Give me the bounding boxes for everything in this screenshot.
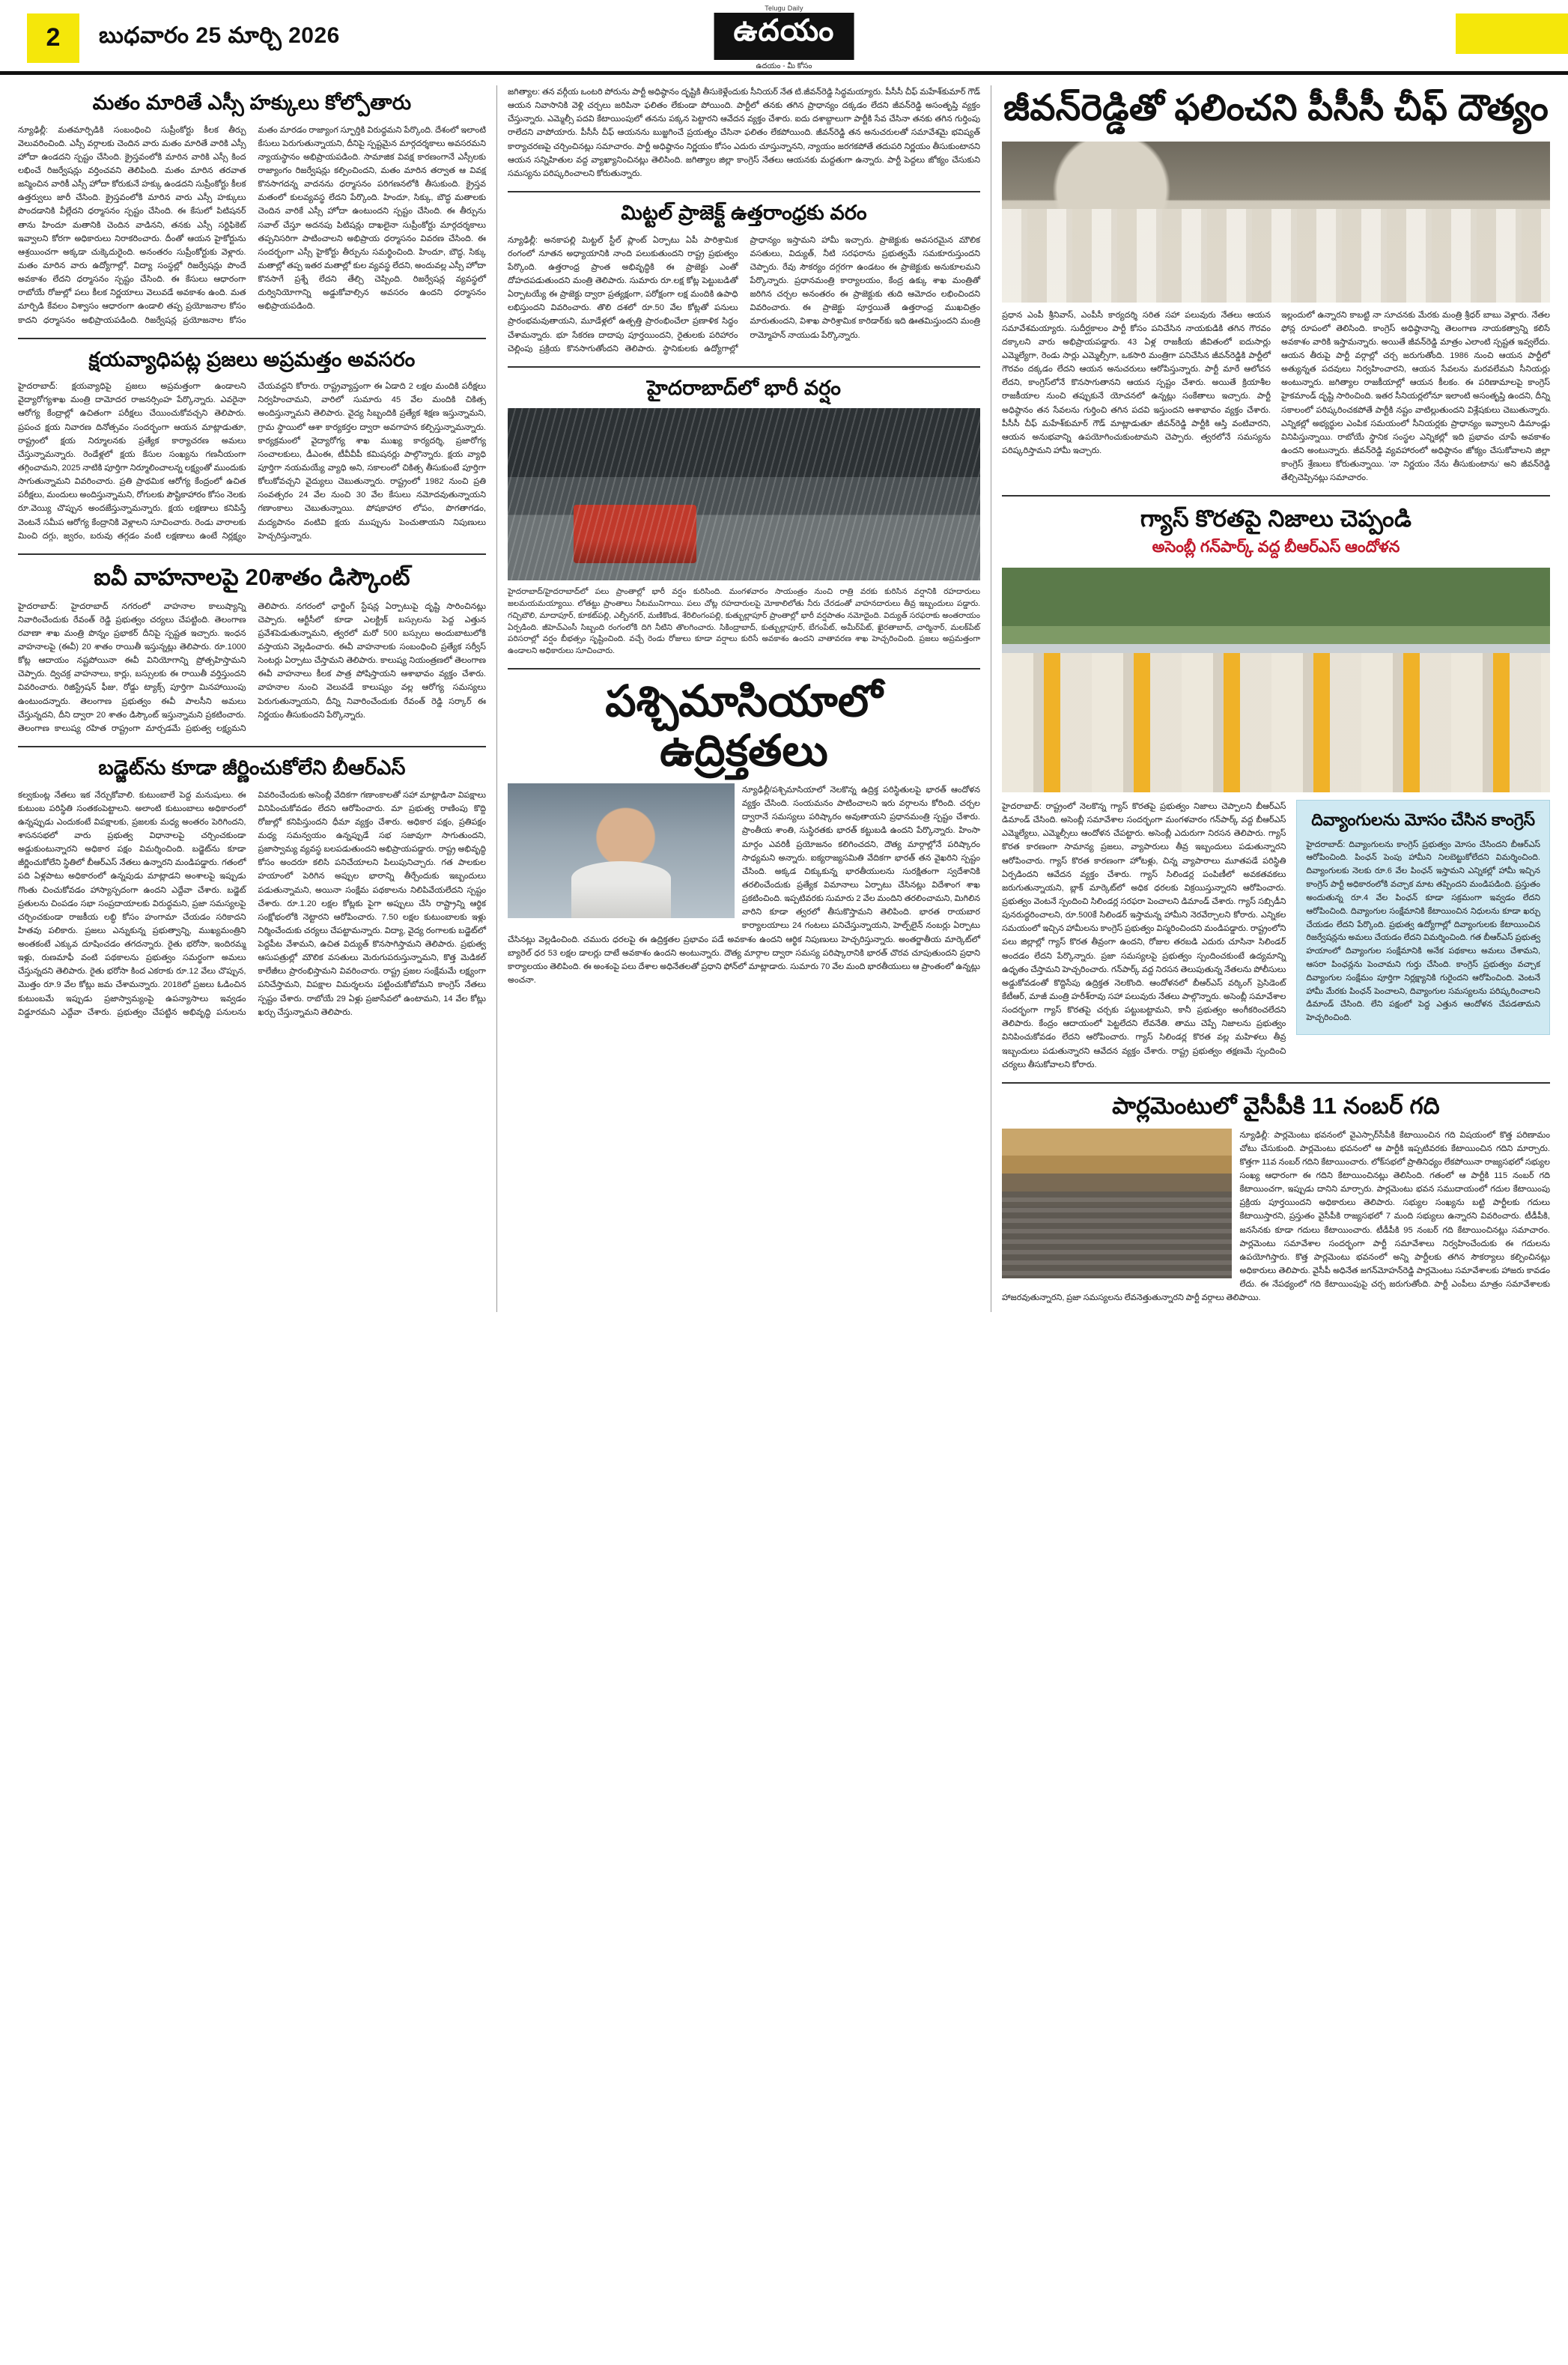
article-body: న్యూఢిల్లీ/పశ్చిమాసియాలో నెలకొన్న ఉద్రిక్త పరిస్థితులపై భారత్ ఆందోళన వ్యక్తం చేసింది. సంయమనం పాటించాలని ఇరు వర్గాలను కోరింది. చర్చల ద్వారానే సమస్యలు పరిష్కారం అవుతాయని ప్రధానమంత్రి స్పష్టం చేశారు. ప్రాంతీయ శాంతి, సుస్థిరతకు భారత్ కట్టుబడి ఉందని పేర్కొన్నారు. హింసా మార్గం ఎవరికీ ప్రయోజనం కలిగించదని, దౌత్య మార్గాల్లోనే పరిష్కారం సాధ్యమని అన్నారు. ఐక్యరాజ్యసమితి వేదికగా భారత్ తన వైఖరిని స్పష్టం చేసింది. అక్కడ చిక్కుకున్న భారతీయులను సురక్షితంగా స్వదేశానికి తరలించేందుకు ప్రత్యేక విమానాలు ఏర్పాటు చేసినట్లు విదేశాంగ శాఖ ప్రకటించింది. ఇప్పటివరకు సుమారు 2 వేల మందిని తరలించామని, మిగిలిన వారిని కూడా త్వరలో తీసుకొస్తామని తెలిపింది. భారత రాయబార కార్యాలయాలు 24 గంటలు పనిచేస్తున్నాయని, హెల్ప్‌లైన్ నంబర్లు ఏర్పాటు చేసినట్లు వెల్లడించింది. చమురు ధరలపై ఈ ఉద్రిక్తతల ప్రభావం పడే అవకాశం ఉందని ఆర్థిక నిపుణులు హెచ్చరిస్తున్నారు. అంతర్జాతీయ మార్కెట్‌లో బ్యారెల్ ధర 53 లక్షల డాలర్లు దాటే అవకాశం ఉందని అంటున్నారు. దౌత్య మార్గాల ద్వారా సమస్య పరిష్కారానికి భారత్ చొరవ చూపుతుందని ప్రధాని కార్యాలయం తెలిపింది. ఈ అంశంపై పలు దేశాల అధినేతలతో ప్రధాని ఫోన్‌లో మాట్లాడారు. సుమారు 70 వేల మంది భారతీయులు ఆ ప్రాంతంలో ఉన్నట్లు అంచనా.	[508, 786, 980, 986]
article-body: హైదరాబాద్: క్షయవ్యాధిపై ప్రజలు అప్రమత్తంగా ఉండాలని వైద్యారోగ్యశాఖ మంత్రి దామోదర రాజనర్సింహ పేర్కొన్నారు. ఎవరైనా ఆరోగ్య కేంద్రాల్లో ఉచితంగా పరీక్షలు చేయించుకోవచ్చని తెలిపారు. ప్రపంచ క్షయ నివారణ దినోత్సవం సందర్భంగా ఆయన మాట్లాడుతూ, రాష్ట్రంలో క్షయ నిర్మూలనకు ప్రత్యేక కార్యాచరణ అమలు చేస్తున్నామన్నారు. రెండేళ్లలో క్షయ కేసుల సంఖ్యను గణనీయంగా తగ్గించామని, 2025 నాటికి పూర్తిగా నిర్మూలించాలన్న లక్ష్యంతో ముందుకు సాగుతున్నామని వివరించారు. ప్రతి ప్రాథమిక ఆరోగ్య కేంద్రంలో ఉచిత పరీక్షలు, మందులు అందిస్తున్నామని, రోగులకు పౌష్టికాహారం కోసం నెలకు రూ.వెయ్యి చొప్పున అందజేస్తున్నామన్నారు. క్షయ లక్షణాలు కనిపిస్తే వెంటనే సమీప ఆరోగ్య కేంద్రానికి వెళ్లాలని సూచించారు. రెండు వారాలకు మించి దగ్గు, జ్వరం, బరువు తగ్గడం వంటి లక్షణాలు ఉంటే నిర్లక్ష్యం చేయవద్దని కోరారు. రాష్ట్రవ్యాప్తంగా ఈ ఏడాది 2 లక్షల మందికి పరీక్షలు నిర్వహించామని, వారిలో సుమారు 45 వేల మందికి చికిత్స అందిస్తున్నామని తెలిపారు. వైద్య సిబ్బందికి ప్రత్యేక శిక్షణ ఇస్తున్నామని, గ్రామ స్థాయిలో ఆశా కార్యకర్తల ద్వారా అవగాహన కల్పిస్తున్నామన్నారు. కార్యక్రమంలో వైద్యారోగ్య శాఖ ముఖ్య కార్యదర్శి, ప్రజారోగ్య సంచాలకులు, డీఎంఈ, టీవీవీపీ కమిషనర్లు పాల్గొన్నారు. క్షయ వ్యాధి పూర్తిగా నయమయ్యే వ్యాధి అని, సకాలంలో చికిత్స తీసుకుంటే పూర్తిగా కోలుకోవచ్చని వైద్యులు చెబుతున్నారు. రాష్ట్రంలో 1982 నుంచి ప్రతి సంవత్సరం 24 వేల నుంచి 30 వేల కేసులు నమోదవుతున్నాయని గణాంకాలు చెబుతున్నాయి. పోషకాహార లోపం, పొగతాగడం, మద్యపానం వంటివి క్షయ ముప్పును పెంచుతాయని నిపుణులు హెచ్చరిస్తున్నారు.	[18, 382, 486, 541]
article-headline: మిట్టల్ ప్రాజెక్ట్ ఉత్తరాంధ్రకు వరం	[621, 201, 867, 224]
section-divider	[1002, 1082, 1550, 1084]
section-divider	[18, 338, 486, 339]
lead-headline: జీవన్‌రెడ్డితో ఫలించని పీసీసీ చీఫ్ దౌత్యం	[1003, 88, 1549, 128]
article-body: హైదరాబాద్: రాష్ట్రంలో నెలకొన్న గ్యాస్ కొరతపై ప్రభుత్వం నిజాలు చెప్పాలని బీఆర్ఎస్ డిమాండ్ చేసింది. అసెంబ్లీ సమావేశాల సందర్భంగా మంగళవారం గన్‌పార్క్ వద్ద బీఆర్ఎస్ ఎమ్మెల్యేలు, ఎమ్మెల్సీలు ఆందోళన చేపట్టారు. అసెంబ్లీ ఎదురుగా నిరసన తెలిపారు. గ్యాస్ కొరత కారణంగా సామాన్య ప్రజలు, వ్యాపారులు తీవ్ర ఇబ్బందులు పడుతున్నారని ఆరోపించారు. గ్యాస్ కొరత కారణంగా హోటళ్లు, చిన్న వ్యాపారాలు మూతపడే పరిస్థితి ఏర్పడిందని ఆవేదన వ్యక్తం చేశారు. గ్యాస్ సిలిండర్ల పంపిణీలో అవకతవకలు జరుగుతున్నాయని, బ్లాక్ మార్కెట్‌లో అధిక ధరలకు విక్రయిస్తున్నారని ఆరోపించారు. ప్రభుత్వం వెంటనే స్పందించి సిలిండర్ల సరఫరా పెంచాలని డిమాండ్ చేశారు. గ్యాస్ సబ్సిడీని పునరుద్ధరించాలని, రూ.500కే సిలిండర్ ఇస్తామన్న హామీని నెరవేర్చాలని కోరారు. ఎన్నికల సమయంలో ఇచ్చిన హామీలను కాంగ్రెస్ ప్రభుత్వం విస్మరించిందని మండిపడ్డారు. రాష్ట్రంలోని పలు జిల్లాల్లో గ్యాస్ కొరత తీవ్రంగా ఉందని, రోజుల తరబడి ఎదురు చూసినా సిలిండర్ అందడం లేదని పేర్కొన్నారు. ప్రజా సమస్యలపై ప్రభుత్వం స్పందించకుంటే ఉద్యమాన్ని ఉధృతం చేస్తామని హెచ్చరించారు. గన్‌పార్క్ వద్ద నిరసన తెలుపుతున్న నేతలను పోలీసులు అడ్డుకోవడంతో కొద్దిసేపు ఉద్రిక్తత నెలకొంది. ఆందోళనలో బీఆర్ఎస్ వర్కింగ్ ప్రెసిడెంట్ కేటీఆర్, మాజీ మంత్రి హరీశ్‌రావు సహా పలువురు నేతలు పాల్గొన్నారు. అసెంబ్లీ సమావేశాల సందర్భంగా గ్యాస్ కొరతపై చర్చకు పట్టుబట్టామని, కానీ ప్రభుత్వం అంగీకరించలేదని తెలిపారు. కేంద్రం ఆదాయంలో పెట్టలేదని లేవనేతి. తాము చెప్పే నిజాలను ప్రభుత్వం వినిపించుకోవడం లేదని ఆరోపించారు. గ్యాస్ సిలిండర్ల కొరత వల్ల మహిళలు తీవ్ర ఇబ్బందులు పడుతున్నారని ఆవేదన వ్యక్తం చేశారు. రాష్ట్ర ప్రభుత్వం తక్షణమే స్పందించి చర్యలు తీసుకోవాలని కోరారు.	[1002, 802, 1286, 1069]
page-number: 2	[46, 23, 61, 52]
divyangulu-box-wrapper	[1296, 800, 1550, 1035]
article-headline: క్షయవ్యాధిపట్ల ప్రజలు అప్రమత్తం అవసరం	[88, 347, 416, 371]
article-body: న్యూఢిల్లీ: మతమార్పిడికి సంబంధించి సుప్రీంకోర్టు కీలక తీర్పు వెలువరించింది. ఎస్సీ వర్గాలకు చెందిన వారు మతం మారితే వారికి ఎస్సీ హోదా ఉండదని స్పష్టం చేసింది. క్రైస్తవంలోకి మారిన వారికి ఎస్సీ కింద లభించే రిజర్వేషన్లు వర్తించవని తెలిపింది. మతం మారిన తరవాత జన్మించిన వారికీ ఎస్సీ హోదా కోరుకునే హక్కు ఉండదని సుప్రీంకోర్టు కీలక ఉత్తర్వులు జారీ చేసింది. క్రైస్తవంలోకి మారిన వారు ఎస్సీ హక్కులు పొందడానికి వీల్లేదని ధర్మాసనం స్పష్టం చేసింది. ఈ కేసులో పిటిషనర్ తాను హిందూ మతానికి చెందిన వాడినని, తనకు ఎస్సీ సర్టిఫికెట్ ఇవ్వాలని కోరగా అధికారులు నిరాకరించారు. దీంతో ఆయన హైకోర్టును ఆశ్రయించగా అక్కడా చుక్కెదురైంది. అనంతరం సుప్రీంకోర్టుకు వెళ్లారు. మతం మారిన వారు ఉద్యోగాల్లో, విద్యా సంస్థల్లో రిజర్వేషన్లు పొందే అవకాశం లేదని ధర్మాసనం స్పష్టం చేసింది. ఈ కేసులు ఆధారంగా రాబోయే రోజుల్లో పలు కీలక నిర్ణయాలు వెలువడే అవకాశం ఉంది. మత మార్పిడి కేవలం విశ్వాసం ఆధారంగా ఉండాలి తప్ప ప్రయోజనాల కోసం కాదని ధర్మాసనం అభిప్రాయపడింది. రిజర్వేషన్ల ప్రయోజనాల కోసం మతం మారడం రాజ్యాంగ స్ఫూర్తికి విరుద్ధమని పేర్కొంది. దేశంలో ఇలాంటి కేసులు పెరుగుతున్నాయని, దీనిపై స్పష్టమైన మార్గదర్శకాలు అవసరమని న్యాయస్థానం అభిప్రాయపడింది. సామాజిక వివక్ష కారణంగానే ఎస్సీలకు రాజ్యాంగం రిజర్వేషన్లు కల్పించిందని, మతం మారిన తర్వాత ఆ వివక్ష కొనసాగదన్న వాదనను ధర్మాసనం పరిగణనలోకి తీసుకుంది. క్రైస్తవ మతంలో కులవ్యవస్థ లేదని పేర్కొంది. హిందూ, సిక్కు, బౌద్ధ మతాలకు చెందిన వారికే ఎస్సీ హోదా ఉంటుందని స్పష్టం చేసింది. ఈ తీర్పును సవాల్ చేస్తూ అదనపు పిటిషన్లు దాఖలైనా సుప్రీంకోర్టు మార్గదర్శకాలు తప్పనిసరిగా పాటించాలని అభిప్రాయ ధర్మాసనం వివరణ చేసింది. ఈ సందర్భంగా ఎస్సీ హైకోర్టు తీర్పును సమర్థించింది. హిందూ, బౌద్ధ, సిక్కు మతాల్లో తప్ప ఇతర మతాల్లో కుల వ్యవస్థ లేదని, అందువల్ల ఎస్సీ హోదా కొనసాగే ప్రశ్నే లేదని తేల్చి చెప్పింది. రిజర్వేషన్ల వ్యవస్థలో దుర్వినియోగాన్ని అడ్డుకోవాల్సిన అవసరం ఉందని ధర్మాసనం అభిప్రాయపడింది.	[18, 125, 486, 325]
logo-wordmark: ఉదయం	[714, 13, 854, 60]
article-divyangulu	[1296, 800, 1550, 1035]
lead-article-jeevanreddy	[508, 85, 980, 180]
article-body: న్యూఢిల్లీ: పార్లమెంటు భవనంలో వైఎస్సార్‌సీపీకి కేటాయించిన గది విషయంలో కొత్త పరిణామం చోటు చేసుకుంది. పార్లమెంటు భవనంలో ఆ పార్టీకి ఇప్పటివరకు కేటాయించిన గదిని మార్చారు. కొత్తగా 11వ నంబర్ గదిని కేటాయించారు. లోక్‌సభలో ప్రాతినిధ్యం లేకపోయినా రాజ్యసభలో సభ్యుల సంఖ్య ఆధారంగా ఈ గదిని కేటాయించినట్లు తెలిసింది. గతంలో ఆ పార్టీకి 115 నంబర్ గది కేటాయించగా, ఇప్పుడు దానిని మార్చారు. పార్లమెంటు భవన సముదాయంలో గదుల కేటాయింపు ప్రక్రియ పూర్తయిందని అధికారులు తెలిపారు. సభ్యుల సంఖ్యను బట్టి పార్టీలకు గదులు కేటాయిస్తారని, ప్రస్తుతం వైసీపీకి రాజ్యసభలో 7 మంది సభ్యులు ఉన్నారని వివరించారు. టీడీపీకి, జనసేనకు కూడా గదులు కేటాయించారు. టీడీపీకి 95 నంబర్ గది కేటాయించినట్లు సమాచారం. పార్లమెంటు సమావేశాల సందర్భంగా పార్టీ సమావేశాలు నిర్వహించేందుకు ఈ గదులను ఉపయోగిస్తారు. కొత్త పార్లమెంటు భవనంలో అన్ని పార్టీలకు తగిన సౌకర్యాలు కల్పించినట్లు అధికారులు తెలిపారు. వైసీపీ అధినేత జగన్‌మోహన్‌రెడ్డి పార్లమెంటు సమావేశాలకు హాజరు కావడం లేదు. ఈ నేపథ్యంలో గది కేటాయింపుపై చర్చ జరుగుతోంది. పార్టీ ఎంపీలు మాత్రం సమావేశాలకు హాజరవుతున్నారని, ప్రజా సమస్యలను లేవనెత్తుతున్నారని పార్టీ వర్గాలు తెలిపాయి.	[1002, 1130, 1550, 1303]
masthead	[0, 0, 1568, 75]
page-content	[0, 75, 1568, 1320]
logo-tagline-top: Telugu Daily	[765, 4, 803, 12]
article-headline: ఐవీ వాహనాలపై 20శాతం డిస్కౌంట్	[94, 563, 410, 590]
article-body: హైదరాబాద్: హైదరాబాద్ నగరంలో వాహనాల కాలుష్యాన్ని నివారించేందుకు రేవంత్ రెడ్డి ప్రభుత్వం చర్యలు చేపట్టింది. తెలంగాణ రవాణా శాఖ మంత్రి పొన్నం ప్రభాకర్ దీనిపై స్పష్టత ఇచ్చారు. ఇంధన వాహనాలపై (ఈవీ) 20 శాతం రాయితీ ఇస్తున్నట్లు తెలిపారు. రూ.1000 కోట్ల ఆదాయం నష్టపోయినా ఈవీ వినియోగాన్ని ప్రోత్సహిస్తామని చెప్పారు. ద్విచక్ర వాహనాలు, కార్లు, బస్సులకు ఈ రాయితీ వర్తిస్తుందని వివరించారు. రిజిస్ట్రేషన్ ఫీజు, రోడ్డు ట్యాక్స్ పూర్తిగా మినహాయింపు ఉంటుందన్నారు. తెలంగాణ ప్రభుత్వం ఈవీ పాలసీని అమలు చేస్తున్నదని, దీని ద్వారా 20 శాతం డిస్కౌంట్ ఇస్తున్నామని ప్రకటించారు. తెలంగాణ కాలుష్య రహిత రాష్ట్రంగా మార్చడమే ప్రభుత్వ లక్ష్యమని తెలిపారు. నగరంలో ఛార్జింగ్ స్టేషన్ల ఏర్పాటుపై దృష్టి సారించినట్లు చెప్పారు. ఆర్టీసీలో కూడా ఎలక్ట్రిక్ బస్సులను పెద్ద ఎత్తున ప్రవేశపెడుతున్నామని, త్వరలో మరో 500 బస్సులు అందుబాటులోకి వస్తాయని వెల్లడించారు. ఈవీ వాహనాలకు సంబంధించి ప్రత్యేక సర్వీస్ సెంటర్లు ఏర్పాటు చేస్తామని తెలిపారు. కాలుష్య నియంత్రణలో తెలంగాణ ఈవీ వాహనాలు కీలక పాత్ర పోషిస్తాయని ఆశాభావం వ్యక్తం చేశారు. వాహనాల నుంచి వెలువడే కాలుష్యం వల్ల ఆరోగ్య సమస్యలు పెరుగుతున్నాయని, దీన్ని నివారించేందుకు రేవంత్ రెడ్డి సర్కార్ ఈ నిర్ణయం తీసుకుందని పేర్కొన్నారు.	[18, 601, 486, 733]
article-headline: దివ్యాంగులను మోసం చేసిన కాంగ్రెస్	[1311, 810, 1536, 830]
article-headline: మతం మారితే ఎస్సీ హక్కులు కోల్పోతారు	[92, 91, 412, 114]
article-headline-line2: ఉద్రిక్తతలు	[660, 726, 828, 775]
masthead-logo	[714, 4, 854, 72]
section-divider	[508, 191, 980, 192]
meeting-photo	[1002, 142, 1550, 303]
gas-body-wrapper	[1002, 800, 1286, 1072]
article-gas-shortage	[1002, 504, 1550, 792]
article-body: న్యూఢిల్లీ: అనకాపల్లి మిట్టల్ స్టీల్ ప్లాంట్ ఏర్పాటు ఏపీ పారిశ్రామిక రంగంలో నూతన అధ్యాయానికి నాంది పలుకుతుందని రాష్ట్ర ప్రభుత్వం పేర్కొంది. ఉత్తరాంధ్ర ప్రాంత అభివృద్ధికి ఈ ప్రాజెక్టు ఎంతో దోహదపడుతుందని మంత్రి తెలిపారు. సుమారు రూ.లక్ష కోట్ల పెట్టుబడితో ఏర్పాటయ్యే ఈ ప్రాజెక్టు ద్వారా ప్రత్యక్షంగా, పరోక్షంగా లక్ష మందికి ఉపాధి లభిస్తుందని వివరించారు. తొలి దశలో రూ.50 వేల కోట్లతో పనులు ప్రారంభమవుతాయని, మూడేళ్లలో ఉత్పత్తి ప్రారంభించేలా ప్రణాళిక సిద్ధం చేశామన్నారు. భూ సేకరణ దాదాపు పూర్తయిందని, రైతులకు పరిహారం చెల్లింపు ప్రక్రియ కొనసాగుతోందని తెలిపారు. స్థానికులకు ఉద్యోగాల్లో ప్రాధాన్యం ఇస్తామని హామీ ఇచ్చారు. ప్రాజెక్టుకు అవసరమైన మౌలిక వసతులు, విద్యుత్, నీటి సరఫరాను ప్రభుత్వమే సమకూరుస్తుందని చెప్పారు. రేవు సౌకర్యం దగ్గరగా ఉండటం ఈ ప్రాజెక్టుకు అనుకూలమని పేర్కొన్నారు. ప్రధానమంత్రి కార్యాలయం, కేంద్ర ఉక్కు శాఖ మంత్రితో జరిగిన చర్చల అనంతరం ఈ ప్రాజెక్టుకు తుది ఆమోదం లభించిందని వివరించారు. ఈ ప్రాజెక్టు పూర్తయితే ఉత్తరాంధ్ర ముఖచిత్రం మారుతుందని, విశాఖ పారిశ్రామిక కారిడార్‌కు ఇది ఊతమిస్తుందని మంత్రి రామ్మోహన్ నాయుడు పేర్కొన్నారు.	[508, 235, 980, 353]
article-body: కల్వకుంట్ల నేతలు ఇక నేర్చుకోవాలి. కుటుంబాలే పెద్ద మనుషులు. ఈ కుటుంబ పరిస్థితి సంతకంపెట్టాలని. అలాంటి కుటుంబాలు అధికారంలో ఉన్నప్పుడు ఎందుకంటే విపక్షాలకు, ప్రజలకు మధ్య అంతరం పెరిగిందని, శాసనసభలో వారు ప్రభుత్వ విధానాలపై చర్చించకుండా అడ్డుకుంటున్నారని అధికార పక్షం విమర్శించింది. బడ్జెట్‌ను కూడా జీర్ణించుకోలేని స్థితిలో బీఆర్ఎస్ నేతలు ఉన్నారని మండిపడ్డారు. గతంలో పది ఏళ్లపాటు అధికారంలో ఉన్నపుడు మాట్లాడని అంశాలపై ఇప్పుడు గొంతు చించుకోవడం హాస్యాస్పదంగా ఉందని ఎద్దేవా చేశారు. బడ్జెట్ ప్రతులను చింపడం సభా సంప్రదాయాలకు విరుద్ధమని, ప్రజా సమస్యలపై చర్చించకుండా రాజకీయ లబ్ధి కోసం హంగామా చేయడం సరికాదని హితవు పలికారు. ప్రజలు ఎన్నుకున్న ప్రభుత్వాన్ని, ముఖ్యమంత్రిని అంతకంటే ఎక్కువ దూషించడం తగదన్నారు. రైతు భరోసా, ఇందిరమ్మ ఇళ్లు, రుణమాఫీ వంటి పథకాలను ప్రభుత్వం సమర్థంగా అమలు చేస్తున్నదని తెలిపారు. రైతు భరోసా కింద ఎకరాకు రూ.12 వేలు చొప్పున, మొత్తం రూ.9 వేల కోట్లు జమ చేశామన్నారు. 2018లో ప్రజలు ఓడించిన కుటుంబమే ఇప్పుడు ప్రజాస్వామ్యంపై ఉపన్యాసాలు ఇవ్వడం విడ్డూరమని ఎద్దేవా చేశారు. ప్రభుత్వం చేపట్టిన అభివృద్ధి పనులను వివరించేందుకు అసెంబ్లీ వేదికగా గణాంకాలతో సహా మాట్లాడినా విపక్షాలు వినిపించుకోవడం లేదని ఆరోపించారు. మా ప్రభుత్వ రాణింపు కొద్ది రోజుల్లో కనిపిస్తుందని ధీమా వ్యక్తం చేశారు. అధికార పక్షం, ప్రతిపక్షం మధ్య సమన్వయం ఉన్నప్పుడే సభ సజావుగా సాగుతుందని, ప్రజాస్వామ్య వ్యవస్థ బలపడుతుందని అభిప్రాయపడ్డారు. రాష్ట్ర అభివృద్ధి కోసం అందరూ కలిసి పనిచేయాలని పిలుపునిచ్చారు. గత పాలకుల హయాంలో పెరిగిన అప్పుల భారాన్ని తీర్చేందుకు ఇబ్బందులు పడుతున్నామని, అయినా సంక్షేమ పథకాలను నిలిపివేయలేదని స్పష్టం చేశారు. రూ.1.20 లక్షల కోట్లకు పైగా అప్పులు చేసి రాష్ట్రాన్ని ఆర్థిక సంక్షోభంలోకి నెట్టారని ఆరోపించారు. 7.50 లక్షల కుటుంబాలకు ఇళ్లు నిర్మించేందుకు చర్యలు చేపట్టామన్నారు. విద్యా, వైద్య రంగాలకు బడ్జెట్‌లో పెద్దపీట వేశామని, ఉచిత విద్యుత్ కొనసాగిస్తామని తెలిపారు. ప్రభుత్వ ఆసుపత్రుల్లో మౌలిక వసతులు మెరుగుపరుస్తున్నామని, కొత్త మెడికల్ కాలేజీలు ప్రారంభిస్తామని వివరించారు. రాష్ట్ర ప్రజల సంక్షేమమే లక్ష్యంగా పనిచేస్తామని, విపక్షాల విమర్శలను పట్టించుకోబోమని కాంగ్రెస్ నేతలు స్పష్టం చేశారు. రాబోయే 29 ఏళ్లు ప్రజాసేవలో ఉంటామని, 14 వేల కోట్లు ఖర్చు చేస్తున్నామని తెలిపారు.	[18, 790, 486, 1017]
article-headline: బడ్జెట్‌ను కూడా జీర్ణించుకోలేని బీఆర్ఎస్	[98, 756, 406, 779]
lead-body-row	[1002, 309, 1550, 485]
article-mittal-project	[508, 200, 980, 356]
logo-tagline-bottom: ఉదయం - మీ కోసం	[756, 62, 812, 70]
article-headline: పార్లమెంటులో వైసీపీకి 11 నంబర్ గది	[1112, 1092, 1440, 1119]
article-headline: గ్యాస్ కొరతపై నిజాలు చెప్పండి	[1140, 506, 1412, 532]
masthead-accent-bar	[1456, 13, 1568, 54]
article-subheadline: అసెంబ్లీ గన్‌పార్క్ వద్ద బీఆర్ఎస్ ఆందోళన	[1152, 538, 1400, 556]
protest-photo	[1002, 568, 1550, 792]
right-column	[991, 85, 1550, 1312]
article-sc-rights	[18, 90, 486, 327]
lead-photo-row	[1002, 142, 1550, 309]
rain-photo	[508, 408, 980, 580]
page-number-badge	[27, 13, 79, 63]
article-headline-line1: పశ్చిమాసియాలో	[605, 676, 883, 726]
section-divider	[18, 746, 486, 747]
article-west-asia	[508, 677, 980, 987]
section-divider	[1002, 495, 1550, 497]
article-brs-budget	[18, 755, 486, 1019]
article-headline: హైదరాబాద్‌లో భారీ వర్షం	[646, 376, 842, 399]
article-body: హైదరాబాద్: దివ్యాంగులను కాంగ్రెస్ ప్రభుత్వం మోసం చేసిందని బీఆర్ఎస్ ఆరోపించింది. పింఛన్ పెంపు హామీని నిలబెట్టుకోలేదని విమర్శించింది. దివ్యాంగులకు నెలకు రూ.6 వేల పింఛన్ ఇస్తామని ఎన్నికల్లో హామీ ఇచ్చిన కాంగ్రెస్ పార్టీ అధికారంలోకి వచ్చాక మాట తప్పిందని మండిపడింది. ప్రస్తుతం అందుతున్న రూ.4 వేల పింఛన్ కూడా సక్రమంగా ఇవ్వడం లేదని ఆరోపించింది. దివ్యాంగుల సంక్షేమానికి కేటాయించిన నిధులను కూడా ఖర్చు చేయడం లేదని పేర్కొంది. ప్రభుత్వ ఉద్యోగాల్లో దివ్యాంగులకు కేటాయించిన రిజర్వేషన్లను అమలు చేయడం లేదని విమర్శించింది. గత బీఆర్ఎస్ ప్రభుత్వ హయాంలో దివ్యాంగుల సంక్షేమానికి అనేక పథకాలు అమలు చేశామని, ఆసరా పింఛన్లను పెంచామని గుర్తు చేసింది. కాంగ్రెస్ ప్రభుత్వం వచ్చాక దివ్యాంగుల సంక్షేమం పూర్తిగా నిర్లక్ష్యానికి గురైందని ఆరోపించింది. వెంటనే హామీ మేరకు పింఛన్ పెంచాలని, దివ్యాంగుల సమస్యలను పరిష్కరించాలని డిమాండ్ చేసింది. లేని పక్షంలో పెద్ద ఎత్తున ఆందోళన చేపడతామని హెచ్చరించింది.	[1306, 840, 1540, 1023]
lead-article-col3: ఇల్లందులో ఉన్నారని కాబట్టి నా సూచనకు మేరకు మంత్రి శ్రీధర్ బాబు వెళ్లారు. నేతల ఫోన్ల రూపంలో తెలిసింది. కాంగ్రెస్ అధిష్ఠానాన్ని తెలంగాణ నాయకత్వాన్ని కలిసే అవకాశం వారికి ఇస్తామన్నారు. అయితే జీవన్‌రెడ్డి మాత్రం ఎలాంటి స్పష్టత ఇవ్వలేదు. ఆయన తీరుపై పార్టీ వర్గాల్లో చర్చ జరుగుతోంది. 1986 నుంచి ఆయన పార్టీలో అత్యున్నత పదవులు నిర్వహించారని, ఆయన సేవలను మరవలేమని సీనియర్లు అంటున్నారు. జగిత్యాల రాజకీయాల్లో ఆయన కీలకం. ఈ పరిణామాలపై కాంగ్రెస్ హైకమాండ్ దృష్టి సారించింది. ఇతర సీనియర్లలోనూ ఇలాంటి అసంతృప్తి ఉందని, దీన్ని సకాలంలో పరిష్కరించకపోతే పార్టీకి నష్టం వాటిల్లుతుందని విశ్లేషకులు చెబుతున్నారు. ఎన్నికల్లో అభ్యర్థుల ఎంపిక సమయంలో సీనియర్లకు ప్రాధాన్యం ఇవ్వాలని డిమాండ్లు వినిపిస్తున్నాయి. రాబోయే స్థానిక సంస్థల ఎన్నికల్లో ఇది ప్రభావం చూపే అవకాశం ఉందని అంటున్నారు. జీవన్‌రెడ్డి వ్యవహారంలో అధిష్ఠానం జోక్యం చేసుకోవాలని జిల్లా కాంగ్రెస్ శ్రేణులు కోరుతున్నాయి. 'నా నిర్ణయం నేను తీసుకుంటాను' అని జీవన్‌రెడ్డి తేల్చిచెప్పినట్లు సమాచారం.	[1281, 310, 1550, 483]
parliament-photo	[1002, 1129, 1232, 1278]
lead-article-col2: ప్రధాన ఎంపీ శ్రీనివాస్, ఎంపీసీ కార్యదర్శి సరిత సహా పలువురు నేతలు ఆయన సమావేశమయ్యారు. సుదీర్ఘకాలం పార్టీ కోసం పనిచేసిన నాయకుడికి తగిన గౌరవం దక్కాలని వారు అభిప్రాయపడ్డారు. 43 ఏళ్ల రాజకీయ జీవితంలో ఐదుసార్లు ఎమ్మెల్యేగా, రెండు సార్లు ఎమ్మెల్సీగా, ఒకసారి మంత్రిగా పనిచేసిన జీవన్‌రెడ్డికి పార్టీలో గౌరవం దక్కడం లేదని ఆయన అనుచరులు ఆరోపిస్తున్నారు. పార్టీ మారే ఆలోచన లేదని, కాంగ్రెస్‌లోనే కొనసాగుతానని ఆయన స్పష్టం చేశారు. అయితే క్రియాశీల రాజకీయాల నుంచి తప్పుకునే యోచనలో ఉన్నట్లు సంకేతాలు ఇచ్చారు. పార్టీ అధిష్ఠానం తన సేవలను గుర్తించి తగిన పదవి ఇస్తుందని ఆశాభావం వ్యక్తం చేశారు. పీసీసీ చీఫ్ మహేశ్‌కుమార్ గౌడ్ మాట్లాడుతూ జీవన్‌రెడ్డి పార్టీకి ఆస్తి వంటివారని, ఆయన అనుభవాన్ని ఉపయోగించుకుంటామని చెప్పారు. త్వరలోనే సమస్యను పరిష్కరిస్తామని హామీ ఇచ్చారు.	[1002, 310, 1271, 455]
article-tb-awareness	[18, 347, 486, 543]
article-ev-discount	[18, 562, 486, 735]
left-column	[18, 85, 497, 1312]
lead-article-col1: జగిత్యాల: తన వర్గీయ ఒంటరి పోరును పార్టీ అధిష్ఠానం దృష్టికి తీసుకెళ్లేందుకు సీనియర్ నేత టి.జీవన్‌రెడ్డి సిద్ధమయ్యారు. పీసీసీ చీఫ్ మహేశ్‌కుమార్ గౌడ్ ఆయన నివాసానికి వెళ్లి చర్చలు జరిపినా ఫలితం లేకుండా పోయింది. పార్టీలో తనకు తగిన ప్రాధాన్యం దక్కడం లేదని జీవన్‌రెడ్డి అసంతృప్తి వ్యక్తం చేస్తున్నారు. ఎమ్మెల్సీ పదవి కేటాయింపులో తనను పక్కన పెట్టారని ఆవేదన వ్యక్తం చేశారు. ఐదు దశాబ్దాలుగా పార్టీకి సేవ చేసినా తనకు తగిన గుర్తింపు రాలేదని వాపోయారు. పీసీసీ చీఫ్ ఆయనను బుజ్జగించే ప్రయత్నం చేసినా ఫలితం లేకపోయింది. జీవన్‌రెడ్డి తన అనుచరులతో సమావేశమై భవిష్యత్ కార్యాచరణపై చర్చించినట్లు సమాచారం. పార్టీ అధిష్ఠానం నిర్ణయం కోసం ఎదురు చూస్తున్నానని, న్యాయం జరగకపోతే తదుపరి నిర్ణయం తీసుకుంటానని ఆయన సన్నిహితుల వద్ద వ్యాఖ్యానించినట్లు తెలిసింది. జగిత్యాల జిల్లా కాంగ్రెస్ నేతలు ఆయనకు మద్దతుగా ఉన్నారు. పార్టీ పెద్దలు జోక్యం చేసుకుని సమస్యను పరిష్కరించాలని కోరుతున్నారు.	[508, 88, 980, 178]
section-divider	[508, 668, 980, 670]
middle-column	[497, 85, 991, 1312]
leader-portrait-photo	[508, 783, 735, 918]
right-lower-row	[1002, 800, 1550, 1072]
section-divider	[18, 553, 486, 555]
publication-date: బుధవారం 25 మార్చి 2026	[99, 23, 340, 48]
article-parliament-room	[1002, 1091, 1550, 1305]
article-hyderabad-rain	[508, 375, 980, 658]
section-divider	[508, 366, 980, 368]
rain-photo-caption: హైదరాబాద్/హైదరాబాద్‌లో పలు ప్రాంతాల్లో భారీ వర్షం కురిసింది. మంగళవారం సాయంత్రం నుంచి రాత్రి వరకు కురిసిన వర్షానికి రహదారులు జలమయమయ్యాయి. లోతట్టు ప్రాంతాలు నీటమునిగాయి. పలు చోట్ల రహదారులపై మోకాలిలోతు నీరు చేరడంతో వాహనదారులు తీవ్ర ఇబ్బందులు పడ్డారు. గచ్చిబౌలి, మాదాపూర్, కూకట్‌పల్లి, ఎల్బీనగర్, మణికొండ, శేరిలింగంపల్లి, కుత్బుల్లాపూర్ ప్రాంతాల్లో భారీ వర్షపాతం నమోదైంది. విద్యుత్ సరఫరాకు అంతరాయం ఏర్పడింది. జీహెచ్ఎంసీ సిబ్బంది రంగంలోకి దిగి నీటిని తొలగించారు. సికింద్రాబాద్, కుత్బుల్లాపూర్, బేగంపేట్, అమీర్‌పేట్, ఖైరతాబాద్, చార్మినార్, మలక్‌పేట్ పరిసరాల్లో వర్షం బీభత్సం సృష్టించింది. వచ్చే రెండు రోజులు కూడా వర్షాలు కురిసే అవకాశం ఉందని వాతావరణ శాఖ హెచ్చరించింది. ప్రజలు అప్రమత్తంగా ఉండాలని అధికారులు సూచించారు.	[508, 587, 980, 656]
